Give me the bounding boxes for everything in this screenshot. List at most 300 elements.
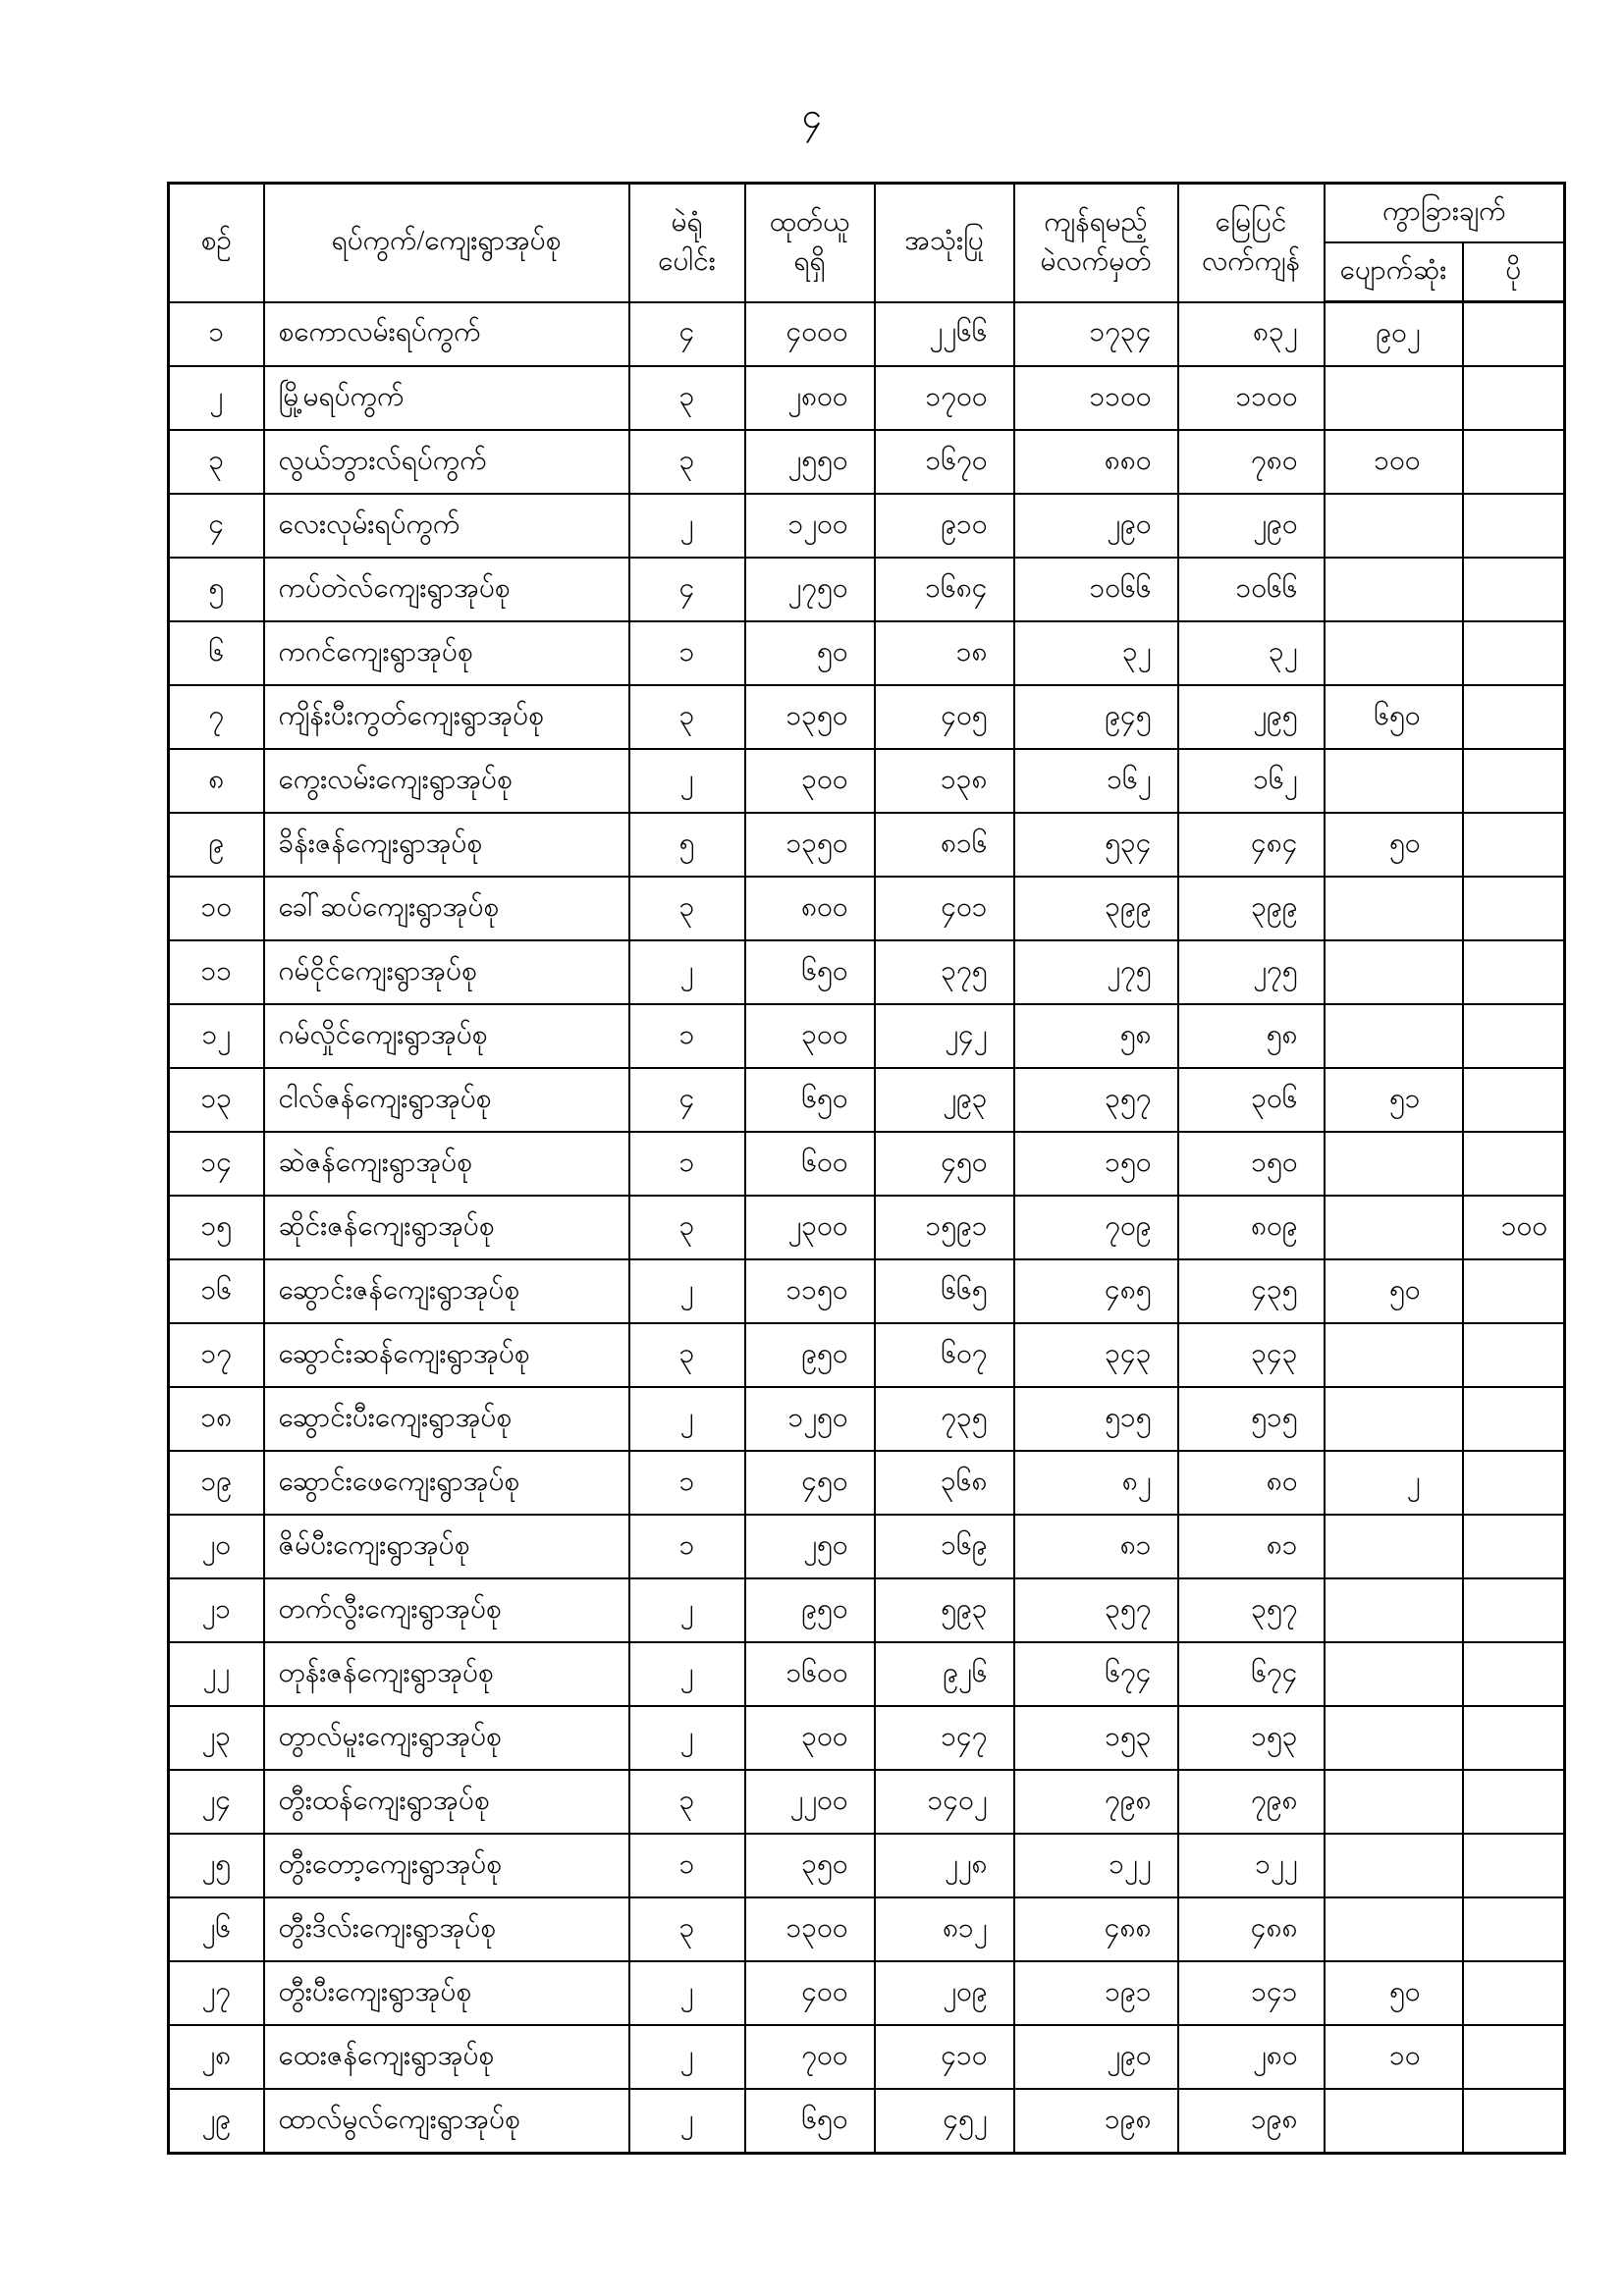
ballots-remaining-actual: ၂၉၀: [1178, 494, 1325, 558]
polling-stations-total: ၁: [629, 1004, 745, 1068]
ward-village-name: ကွေးလမ်းကျေးရွာအုပ်စု: [264, 749, 629, 813]
difference-extra: [1463, 685, 1565, 749]
ward-village-name: မြို့မရပ်ကွက်: [264, 366, 629, 430]
ballots-remaining-expected: ၆၇၄: [1014, 1642, 1178, 1706]
ballots-used: ၃၇၅: [875, 940, 1014, 1004]
ballots-remaining-expected: ၁၇၃၄: [1014, 302, 1178, 367]
difference-extra: [1463, 366, 1565, 430]
ballots-remaining-actual: ၁၆၂: [1178, 749, 1325, 813]
polling-stations-total: ၃: [629, 1196, 745, 1259]
ballots-remaining-actual: ၃၄၃: [1178, 1323, 1325, 1387]
table-row: [169, 1834, 1565, 1897]
ballots-remaining-actual: ၇၈၀: [1178, 430, 1325, 494]
difference-extra: [1463, 494, 1565, 558]
ballots-used: ၁၈: [875, 621, 1014, 685]
ward-village-name: တွီးထန်ကျေးရွာအုပ်စု: [264, 1770, 629, 1834]
ballots-used: ၂၂၆၆: [875, 302, 1014, 367]
row-no: ၂၃: [169, 1706, 264, 1770]
polling-stations-total: ၁: [629, 1451, 745, 1515]
row-no: ၃: [169, 430, 264, 494]
ballots-remaining-expected: ၈၈၀: [1014, 430, 1178, 494]
ballots-received: ၁၃၀၀: [745, 1897, 875, 1961]
table-row: [169, 1451, 1565, 1515]
header-ballots-received-line1: ထုတ်ယူ: [769, 207, 850, 239]
ballots-remaining-actual: ၁၅၀: [1178, 1132, 1325, 1196]
difference-lost: ၅၁: [1325, 1068, 1463, 1132]
difference-lost: [1325, 366, 1463, 430]
polling-stations-total: ၁: [629, 621, 745, 685]
polling-stations-total: ၃: [629, 1323, 745, 1387]
table-row: [169, 1706, 1565, 1770]
ballots-used: ၉၁၀: [875, 494, 1014, 558]
ballots-used: ၈၁၆: [875, 813, 1014, 877]
difference-lost: [1325, 1004, 1463, 1068]
header-ballots-remaining-expected: [1014, 184, 1178, 302]
table-row: [169, 1897, 1565, 1961]
difference-lost: [1325, 1770, 1463, 1834]
table-row: [169, 2089, 1565, 2154]
ballots-remaining-expected: ၅၁၅: [1014, 1387, 1178, 1451]
table-row: [169, 621, 1565, 685]
ballots-remaining-actual: ၁၉၈: [1178, 2089, 1325, 2154]
ballots-used: ၁၅၉၁: [875, 1196, 1014, 1259]
header-ward-village: ရပ်ကွက်/ကျေးရွာအုပ်စု: [264, 184, 629, 302]
polling-stations-total: ၂: [629, 1961, 745, 2025]
ballots-received: ၉၅၀: [745, 1323, 875, 1387]
ballots-remaining-expected: ၁၀၆၆: [1014, 558, 1178, 621]
ballots-received: ၆၀၀: [745, 1132, 875, 1196]
ballots-remaining-expected: ၂၉၀: [1014, 494, 1178, 558]
ballots-remaining-expected: ၁၁၀၀: [1014, 366, 1178, 430]
difference-lost: [1325, 1323, 1463, 1387]
ballots-used: ၅၉၃: [875, 1578, 1014, 1642]
difference-extra: [1463, 1961, 1565, 2025]
ballots-received: ၂၇၅၀: [745, 558, 875, 621]
ballots-received: ၁၂၅၀: [745, 1387, 875, 1451]
table-row: [169, 1132, 1565, 1196]
difference-lost: [1325, 1515, 1463, 1578]
difference-extra: [1463, 1642, 1565, 1706]
table-row: [169, 1323, 1565, 1387]
ballots-remaining-expected: ၁၂၂: [1014, 1834, 1178, 1897]
row-no: ၂၂: [169, 1642, 264, 1706]
ballots-remaining-actual: ၄၈၄: [1178, 813, 1325, 877]
ward-village-name: ဂမ်ငိုင်ကျေးရွာအုပ်စု: [264, 940, 629, 1004]
ballots-remaining-expected: ၃၂: [1014, 621, 1178, 685]
ballots-received: ၁၃၅၀: [745, 813, 875, 877]
ballots-remaining-expected: ၇၀၉: [1014, 1196, 1178, 1259]
ballots-remaining-expected: ၁၉၈: [1014, 2089, 1178, 2154]
ballots-received: ၁၂၀၀: [745, 494, 875, 558]
ballots-used: ၉၂၆: [875, 1642, 1014, 1706]
ballots-remaining-expected: ၅၃၄: [1014, 813, 1178, 877]
row-no: ၂၉: [169, 2089, 264, 2154]
difference-lost: [1325, 749, 1463, 813]
ward-village-name: ဆွောင်းပီးကျေးရွာအုပ်စု: [264, 1387, 629, 1451]
ballots-remaining-actual: ၃၂: [1178, 621, 1325, 685]
ballots-received: ၇၀၀: [745, 2025, 875, 2089]
row-no: ၂၆: [169, 1897, 264, 1961]
polling-stations-total: ၂: [629, 1387, 745, 1451]
header-polling-stations: [629, 184, 745, 302]
ballots-remaining-actual: ၂၇၅: [1178, 940, 1325, 1004]
polling-stations-total: ၂: [629, 494, 745, 558]
ballots-received: ၃၀၀: [745, 749, 875, 813]
ballots-received: ၂၅၀: [745, 1515, 875, 1578]
table-row: [169, 366, 1565, 430]
table-row: [169, 749, 1565, 813]
ballots-remaining-expected: ၁၅၀: [1014, 1132, 1178, 1196]
polling-stations-total: ၂: [629, 1578, 745, 1642]
ballots-received: ၉၅၀: [745, 1578, 875, 1642]
ward-village-name: တက်လွီးကျေးရွာအုပ်စု: [264, 1578, 629, 1642]
ballots-received: ၃၀၀: [745, 1706, 875, 1770]
ballots-received: ၃၀၀: [745, 1004, 875, 1068]
polling-stations-total: ၅: [629, 813, 745, 877]
difference-extra: [1463, 1706, 1565, 1770]
ballots-remaining-expected: ၁၆၂: [1014, 749, 1178, 813]
difference-extra: [1463, 1515, 1565, 1578]
ward-village-name: တွီးပီးကျေးရွာအုပ်စု: [264, 1961, 629, 2025]
row-no: ၁၉: [169, 1451, 264, 1515]
table-row: [169, 558, 1565, 621]
polling-stations-total: ၄: [629, 302, 745, 367]
ward-village-name: တုန်းဇန်ကျေးရွာအုပ်စု: [264, 1642, 629, 1706]
difference-extra: [1463, 1897, 1565, 1961]
page-number: ၄: [801, 96, 823, 135]
ballots-remaining-expected: ၈၁: [1014, 1515, 1178, 1578]
row-no: ၂၄: [169, 1770, 264, 1834]
header-polling-stations-line2: ပေါင်း: [658, 246, 716, 278]
ward-village-name: ဂမ်လှိုင်ကျေးရွာအုပ်စု: [264, 1004, 629, 1068]
table-row: [169, 1259, 1565, 1323]
header-ballots-received-line2: ရရှိ: [793, 246, 826, 278]
header-ground-remaining-line1: မြေပြင်: [1215, 207, 1287, 239]
polling-stations-total: ၂: [629, 940, 745, 1004]
table-body: [169, 302, 1565, 2154]
difference-lost: ၁၀၀: [1325, 430, 1463, 494]
ballots-used: ၇၃၅: [875, 1387, 1014, 1451]
ballots-remaining-expected: ၃၉၉: [1014, 877, 1178, 940]
ballots-remaining-expected: ၁၉၁: [1014, 1961, 1178, 2025]
ballots-received: ၆၅၀: [745, 940, 875, 1004]
difference-extra: [1463, 813, 1565, 877]
ballots-received: ၁၃၅၀: [745, 685, 875, 749]
ballots-remaining-expected: ၄၈၈: [1014, 1897, 1178, 1961]
row-no: ၅: [169, 558, 264, 621]
ballots-remaining-actual: ၇၉၈: [1178, 1770, 1325, 1834]
ballots-received: ၄၅၀: [745, 1451, 875, 1515]
difference-extra: [1463, 1132, 1565, 1196]
ballots-remaining-actual: ၂၉၅: [1178, 685, 1325, 749]
ballots-used: ၂၉၃: [875, 1068, 1014, 1132]
table-row: [169, 2025, 1565, 2089]
ward-village-name: တွာလ်မူးကျေးရွာအုပ်စု: [264, 1706, 629, 1770]
ward-village-name: လွယ်ဘွားလ်ရပ်ကွက်: [264, 430, 629, 494]
row-no: ၇: [169, 685, 264, 749]
ballots-remaining-actual: ၃၉၉: [1178, 877, 1325, 940]
difference-extra: [1463, 1578, 1565, 1642]
ballots-remaining-expected: ၈၂: [1014, 1451, 1178, 1515]
table-row: [169, 1578, 1565, 1642]
header-difference-lost: ပျောက်ဆုံး: [1325, 242, 1463, 302]
difference-lost: [1325, 1387, 1463, 1451]
ballots-used: ၁၆၉: [875, 1515, 1014, 1578]
polling-stations-total: ၂: [629, 1259, 745, 1323]
difference-lost: ၂: [1325, 1451, 1463, 1515]
polling-stations-total: ၄: [629, 1068, 745, 1132]
ballots-used: ၂၂၈: [875, 1834, 1014, 1897]
ward-village-name: ခိန်းဇန်ကျေးရွာအုပ်စု: [264, 813, 629, 877]
ballots-used: ၆၀၇: [875, 1323, 1014, 1387]
ballots-remaining-actual: ၁၄၁: [1178, 1961, 1325, 2025]
row-no: ၂၅: [169, 1834, 264, 1897]
table-row: [169, 1004, 1565, 1068]
ward-village-name: ကပ်တဲလ်ကျေးရွာအုပ်စု: [264, 558, 629, 621]
ballots-remaining-actual: ၅၁၅: [1178, 1387, 1325, 1451]
ballots-used: ၄၅၀: [875, 1132, 1014, 1196]
ballots-used: ၆၆၅: [875, 1259, 1014, 1323]
table-row: [169, 494, 1565, 558]
ballot-accounting-table: [167, 182, 1566, 2155]
polling-stations-total: ၄: [629, 558, 745, 621]
ballots-remaining-actual: ၄၈၈: [1178, 1897, 1325, 1961]
table-row: [169, 1515, 1565, 1578]
row-no: ၁: [169, 302, 264, 367]
ballots-remaining-actual: ၈၁: [1178, 1515, 1325, 1578]
difference-lost: ၅၀: [1325, 1259, 1463, 1323]
polling-stations-total: ၂: [629, 1706, 745, 1770]
ballots-used: ၁၇၀၀: [875, 366, 1014, 430]
ward-village-name: စကောလမ်းရပ်ကွက်: [264, 302, 629, 367]
difference-extra: [1463, 302, 1565, 367]
header-ballots-remaining-line2: မဲလက်မှတ်: [1040, 246, 1152, 278]
difference-extra: [1463, 621, 1565, 685]
table-row: [169, 1068, 1565, 1132]
ward-village-name: ကဂင်ကျေးရွာအုပ်စု: [264, 621, 629, 685]
ballots-remaining-actual: ၄၃၅: [1178, 1259, 1325, 1323]
ward-village-name: ခေါ်ဆပ်ကျေးရွာအုပ်စု: [264, 877, 629, 940]
ballots-received: ၆၅၀: [745, 1068, 875, 1132]
difference-lost: ၅၀: [1325, 1961, 1463, 2025]
ballots-remaining-expected: ၃၅၇: [1014, 1068, 1178, 1132]
ballots-received: ၆၅၀: [745, 2089, 875, 2154]
row-no: ၂: [169, 366, 264, 430]
table-row: [169, 877, 1565, 940]
table-row: [169, 1387, 1565, 1451]
difference-lost: [1325, 1196, 1463, 1259]
ballots-used: ၂၀၉: [875, 1961, 1014, 2025]
table-row: [169, 813, 1565, 877]
polling-stations-total: ၂: [629, 749, 745, 813]
ballots-used: ၄၀၁: [875, 877, 1014, 940]
difference-extra: [1463, 1834, 1565, 1897]
difference-lost: [1325, 558, 1463, 621]
header-ground-remaining-line2: လက်ကျန်: [1202, 246, 1300, 278]
ward-village-name: ဆိုင်းဇန်ကျေးရွာအုပ်စု: [264, 1196, 629, 1259]
row-no: ၂၇: [169, 1961, 264, 2025]
ballots-received: ၂၅၅၀: [745, 430, 875, 494]
ballots-received: ၃၅၀: [745, 1834, 875, 1897]
table-row: [169, 1961, 1565, 2025]
difference-extra: [1463, 749, 1565, 813]
ward-village-name: ဆွောင်းဖေကျေးရွာအုပ်စု: [264, 1451, 629, 1515]
ballots-used: ၂၄၂: [875, 1004, 1014, 1068]
difference-lost: [1325, 621, 1463, 685]
difference-extra: [1463, 1387, 1565, 1451]
ballots-used: ၄၁၀: [875, 2025, 1014, 2089]
table-row: [169, 430, 1565, 494]
difference-extra: [1463, 1004, 1565, 1068]
header-difference: ကွာခြားချက်: [1325, 184, 1565, 243]
polling-stations-total: ၃: [629, 366, 745, 430]
row-no: ၁၃: [169, 1068, 264, 1132]
difference-extra: [1463, 877, 1565, 940]
difference-lost: ၁၀: [1325, 2025, 1463, 2089]
row-no: ၁၈: [169, 1387, 264, 1451]
difference-lost: [1325, 940, 1463, 1004]
header-polling-stations-line1: မဲရုံ: [671, 207, 703, 239]
ballots-remaining-actual: ၂၈၀: [1178, 2025, 1325, 2089]
ward-village-name: ကျိန်းပီးကွတ်ကျေးရွာအုပ်စု: [264, 685, 629, 749]
row-no: ၁၀: [169, 877, 264, 940]
ballots-remaining-expected: ၁၅၃: [1014, 1706, 1178, 1770]
difference-lost: [1325, 1706, 1463, 1770]
table-row: [169, 1770, 1565, 1834]
polling-stations-total: ၂: [629, 2089, 745, 2154]
difference-lost: [1325, 1834, 1463, 1897]
ballots-received: ၁၆၀၀: [745, 1642, 875, 1706]
ballots-remaining-expected: ၂၇၅: [1014, 940, 1178, 1004]
difference-extra: [1463, 430, 1565, 494]
polling-stations-total: ၃: [629, 1770, 745, 1834]
difference-extra: [1463, 1068, 1565, 1132]
row-no: ၁၇: [169, 1323, 264, 1387]
ballots-remaining-expected: ၇၉၈: [1014, 1770, 1178, 1834]
header-ballots-remaining-line1: ကျန်ရမည့်: [1044, 207, 1148, 239]
row-no: ၆: [169, 621, 264, 685]
difference-lost: ၉၀၂: [1325, 302, 1463, 367]
ballots-received: ၁၁၅၀: [745, 1259, 875, 1323]
row-no: ၁၅: [169, 1196, 264, 1259]
ballots-used: ၃၆၈: [875, 1451, 1014, 1515]
table-header: [169, 184, 1565, 302]
row-no: ၄: [169, 494, 264, 558]
ballots-remaining-actual: ၁၅၃: [1178, 1706, 1325, 1770]
row-no: ၂၁: [169, 1578, 264, 1642]
polling-stations-total: ၃: [629, 685, 745, 749]
ward-village-name: ငါလ်ဇန်ကျေးရွာအုပ်စု: [264, 1068, 629, 1132]
difference-extra: [1463, 1451, 1565, 1515]
row-no: ၈: [169, 749, 264, 813]
polling-stations-total: ၂: [629, 1642, 745, 1706]
difference-lost: [1325, 1132, 1463, 1196]
difference-lost: [1325, 1578, 1463, 1642]
polling-stations-total: ၁: [629, 1515, 745, 1578]
difference-lost: ၆၅၀: [1325, 685, 1463, 749]
difference-lost: [1325, 1897, 1463, 1961]
ballots-received: ၄၀၀၀: [745, 302, 875, 367]
difference-extra: [1463, 1770, 1565, 1834]
header-ground-remaining: [1178, 184, 1325, 302]
ward-village-name: ထေးဇန်ကျေးရွာအုပ်စု: [264, 2025, 629, 2089]
polling-stations-total: ၃: [629, 1897, 745, 1961]
polling-stations-total: ၁: [629, 1132, 745, 1196]
ballots-remaining-actual: ၅၈: [1178, 1004, 1325, 1068]
header-serial-no: စဉ်: [169, 184, 264, 302]
ballots-remaining-actual: ၃၅၇: [1178, 1578, 1325, 1642]
difference-lost: [1325, 877, 1463, 940]
ward-village-name: ဆဲဇန်ကျေးရွာအုပ်စု: [264, 1132, 629, 1196]
ballots-received: ၄၀၀: [745, 1961, 875, 2025]
polling-stations-total: ၃: [629, 877, 745, 940]
ward-village-name: ဆွောင်းဇန်ကျေးရွာအုပ်စု: [264, 1259, 629, 1323]
ballots-remaining-expected: ၃၅၇: [1014, 1578, 1178, 1642]
ballots-remaining-actual: ၈၀: [1178, 1451, 1325, 1515]
ballots-used: ၈၁၂: [875, 1897, 1014, 1961]
ballots-received: ၂၂၀၀: [745, 1770, 875, 1834]
difference-extra: ၁၀၀: [1463, 1196, 1565, 1259]
row-no: ၂၀: [169, 1515, 264, 1578]
ballots-remaining-actual: ၁၁၀၀: [1178, 366, 1325, 430]
difference-lost: [1325, 2089, 1463, 2154]
ballots-received: ၅၀: [745, 621, 875, 685]
ballots-used: ၄၅၂: [875, 2089, 1014, 2154]
ballots-used: ၁၃၈: [875, 749, 1014, 813]
ballots-remaining-actual: ၈၃၂: [1178, 302, 1325, 367]
polling-stations-total: ၁: [629, 1834, 745, 1897]
polling-stations-total: ၃: [629, 430, 745, 494]
polling-stations-total: ၂: [629, 2025, 745, 2089]
difference-lost: [1325, 1642, 1463, 1706]
difference-extra: [1463, 2089, 1565, 2154]
ballots-remaining-expected: ၄၈၅: [1014, 1259, 1178, 1323]
header-difference-extra: ပို: [1463, 242, 1565, 302]
table-row: [169, 302, 1565, 367]
ward-village-name: တွီးတော့ကျေးရွာအုပ်စု: [264, 1834, 629, 1897]
ward-village-name: ထာလ်မွလ်ကျေးရွာအုပ်စု: [264, 2089, 629, 2154]
ballots-remaining-expected: ၃၄၃: [1014, 1323, 1178, 1387]
difference-extra: [1463, 558, 1565, 621]
difference-extra: [1463, 2025, 1565, 2089]
difference-extra: [1463, 1323, 1565, 1387]
ward-village-name: တွီးဒိလ်းကျေးရွာအုပ်စု: [264, 1897, 629, 1961]
table-row: [169, 685, 1565, 749]
header-ballots-used: အသုံးပြု: [875, 184, 1014, 302]
row-no: ၁၄: [169, 1132, 264, 1196]
ballots-used: ၁၆၇၀: [875, 430, 1014, 494]
ballots-used: ၄၀၅: [875, 685, 1014, 749]
row-no: ၁၂: [169, 1004, 264, 1068]
ballots-remaining-actual: ၁၂၂: [1178, 1834, 1325, 1897]
ballots-remaining-actual: ၆၇၄: [1178, 1642, 1325, 1706]
ballots-remaining-actual: ၃၀၆: [1178, 1068, 1325, 1132]
row-no: ၉: [169, 813, 264, 877]
ballots-remaining-actual: ၈၀၉: [1178, 1196, 1325, 1259]
row-no: ၂၈: [169, 2025, 264, 2089]
ballots-remaining-expected: ၅၈: [1014, 1004, 1178, 1068]
ballots-used: ၁၄၇: [875, 1706, 1014, 1770]
ballots-remaining-actual: ၁၀၆၆: [1178, 558, 1325, 621]
ballots-received: ၈၀၀: [745, 877, 875, 940]
ward-village-name: လေးလုမ်းရပ်ကွက်: [264, 494, 629, 558]
table-row: [169, 1642, 1565, 1706]
ballots-used: ၁၄၀၂: [875, 1770, 1014, 1834]
header-ballots-received: [745, 184, 875, 302]
ballots-remaining-expected: ၂၉၀: [1014, 2025, 1178, 2089]
row-no: ၁၆: [169, 1259, 264, 1323]
ballots-used: ၁၆၈၄: [875, 558, 1014, 621]
